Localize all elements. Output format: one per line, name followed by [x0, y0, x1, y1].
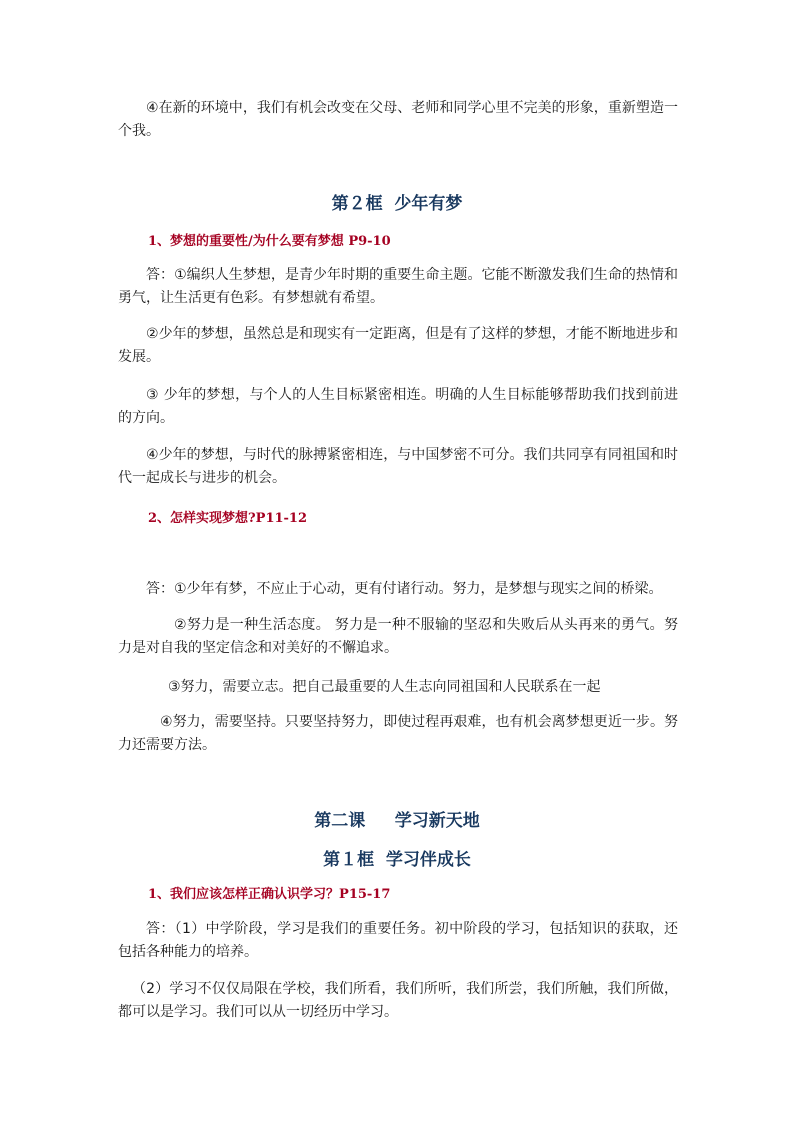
answer-paragraph-7: ③努力，需要立志。把自己最重要的人生志向同祖国和人民联系在一起 [168, 679, 601, 695]
answer-paragraph-5: 答：①少年有梦，不应止于心动，更有付诸行动。努力，是梦想与现实之间的桥梁。 [146, 581, 663, 597]
question-heading-realize-dream: 2、怎样实现梦想?P11-12 [148, 511, 308, 526]
question-heading-importance-of-dream: 1、梦想的重要性/为什么要有梦想 P9-10 [148, 234, 391, 249]
answer-paragraph-4: ④少年的梦想，与时代的脉搏紧密相连，与中国梦密不可分。我们共同享有同祖国和时代一起成长与进步的机会。 [118, 447, 678, 486]
answer-paragraph-9: 答：（1）中学阶段，学习是我们的重要任务。初中阶段的学习，包括知识的获取，还包括各种能力的培养。 [118, 921, 678, 960]
paragraph-new-environment: ④在新的环境中，我们有机会改变在父母、老师和同学心里不完美的形象，重新塑造一个我。 [118, 100, 678, 139]
lesson-title-learning: 第二课 学习新天地 [314, 811, 480, 831]
answer-paragraph-8: ④努力，需要坚持。只要坚持努力，即使过程再艰难，也有机会离梦想更近一步。努力还需要方法。 [118, 714, 678, 753]
answer-paragraph-6: ②努力是一种生活态度。 努力是一种不服输的坚忍和失败后从头再来的勇气。努力是对自我的坚定信念和对美好的不懈追求。 [118, 617, 678, 656]
section-title-learning-growth: 第１框 学习伴成长 [323, 850, 471, 870]
answer-paragraph-3: ③ 少年的梦想，与个人的人生目标紧密相连。明确的人生目标能够帮助我们找到前进的方向。 [118, 387, 678, 426]
question-heading-understand-learning: 1、我们应该怎样正确认识学习？P15-17 [148, 887, 391, 902]
answer-paragraph-2: ②少年的梦想，虽然总是和现实有一定距离，但是有了这样的梦想，才能不断地进步和发展。 [118, 326, 678, 365]
answer-paragraph-10: （2）学习不仅仅局限在学校，我们所看，我们所听，我们所尝，我们所触，我们所做，都可以是学习。我们可以从一切经历中学习。 [118, 981, 678, 1020]
answer-paragraph-1: 答：①编织人生梦想，是青少年时期的重要生命主题。它能不断激发我们生命的热情和勇气，让生活更有色彩。有梦想就有希望。 [118, 267, 678, 306]
section-title-dream: 第２框 少年有梦 [331, 194, 463, 214]
